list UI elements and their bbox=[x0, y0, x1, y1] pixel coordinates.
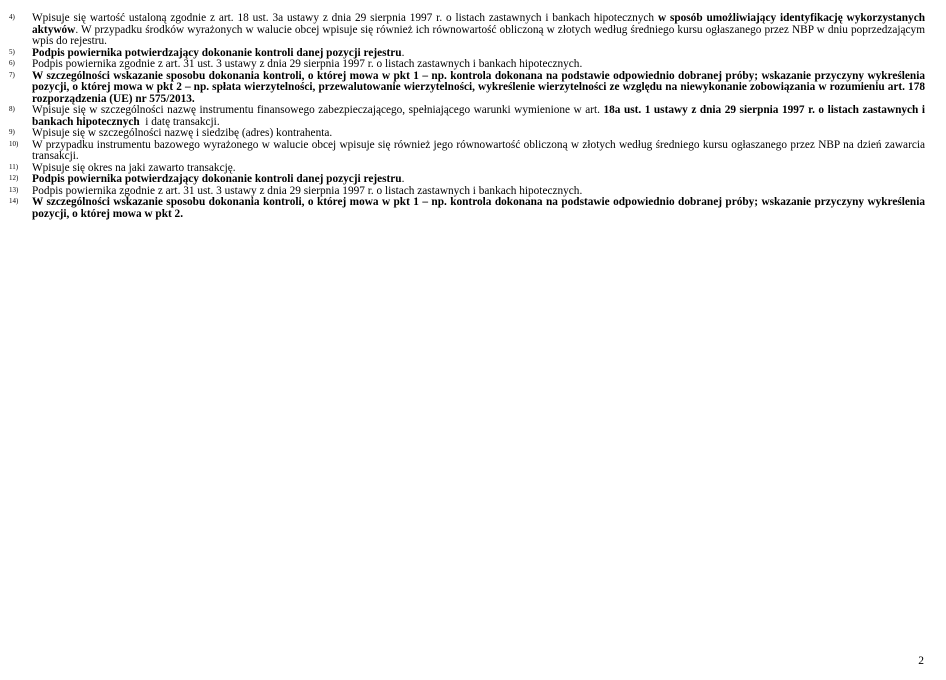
footnote-text-bold-segment: w sposób umożliwiający identyfikację wykorzystanych aktywów bbox=[32, 12, 926, 36]
footnote-number: 11) bbox=[9, 162, 19, 171]
footnote-text bbox=[32, 71, 925, 106]
footnote-text-bold-segment: W szczególności wskazanie sposobu dokonania kontroli, o której mowa w pkt 1 – np. kontrola dokonana na podstawie odpowiednio dobranej próby; wskazanie przyczyny wykreślenia pozycji, o której mowa w pkt 2 – np. spłata wierzytelności, przewalutowanie wierzytelności, wykreślenie wierzytelności ze względu na niewykonanie zobowiązania w rozumieniu art. 178 rozporządzenia (UE) nr 575/2013. bbox=[32, 69, 925, 105]
footnote-number: 7) bbox=[9, 70, 15, 79]
footnote-10 bbox=[9, 140, 925, 163]
footnote-text-segment: Podpis powiernika zgodnie z art. 31 ust. 3 ustawy z dnia 29 sierpnia 1997 r. o listach zastawnych i bankach hipotecznych. bbox=[32, 184, 583, 197]
footnote-number: 14) bbox=[9, 197, 19, 205]
footnote-14 bbox=[9, 197, 925, 220]
footnote-text-bold-segment: W szczególności wskazanie sposobu dokonania kontroli, o której mowa w pkt 1 – np. kontrola dokonana na podstawie odpowiednio dobranej próby; wskazanie przyczyny wykreślenia pozycji, o której mowa w pkt 2. bbox=[32, 196, 925, 220]
footnote-text-segment: W przypadku instrumentu bazowego wyrażonego w walucie obcej wpisuje się również jego równowartość obliczoną w złotych według średniego kursu ogłaszanego przez NBP na dzień zawarcia transakcji. bbox=[32, 138, 925, 162]
footnote-7 bbox=[9, 71, 925, 106]
footnote-text-segment: Podpis powiernika zgodnie z art. 31 ust. 3 ustawy z dnia 29 sierpnia 1997 r. o listach zastawnych i bankach hipotecznych. bbox=[32, 58, 583, 70]
footnote-text-segment: Wpisuje się w szczególności nazwę instrumentu finansowego zabezpieczającego, spełniającego warunki wymienione w art. bbox=[32, 104, 604, 116]
footnote-text-segment: . bbox=[401, 173, 405, 185]
footnote-number: 13) bbox=[9, 185, 19, 194]
footnote-text-segment: . W przypadku środków wyrażonych w walucie obcej wpisuje się również ich równowartość obliczoną w złotych według średniego kursu ogłaszanego przez NBP w dniu poprzedzającym wpis do rejestru. bbox=[32, 23, 925, 47]
footnote-text-segment: Wpisuje się w szczególności nazwę i siedzibę (adres) kontrahenta. bbox=[32, 127, 333, 139]
footnote-text-segment: Wpisuje się okres na jaki zawarto transakcję. bbox=[32, 161, 236, 174]
footnote-text-bold-segment: Podpis powiernika potwierdzający dokonanie kontroli danej pozycji rejestru bbox=[32, 46, 402, 59]
footnote-text bbox=[32, 140, 925, 163]
footnote-number: 12) bbox=[9, 174, 19, 182]
footnotes-list bbox=[9, 13, 925, 220]
footnote-8 bbox=[9, 105, 925, 128]
footnote-number: 6) bbox=[9, 59, 15, 67]
footnote-number: 10) bbox=[9, 139, 19, 148]
page-number: 2 bbox=[918, 655, 924, 667]
footnote-text-bold-segment: 18a ust. 1 ustawy z dnia 29 sierpnia 1997 r. o listach zastawnych i bankach hipotecznych bbox=[32, 104, 925, 128]
footnote-text bbox=[32, 105, 925, 128]
footnote-text-segment: i datę transakcji. bbox=[139, 115, 220, 128]
footnote-number: 8) bbox=[9, 105, 15, 113]
footnote-4 bbox=[9, 13, 925, 48]
footnote-number: 5) bbox=[9, 47, 15, 56]
footnote-number: 4) bbox=[9, 13, 15, 21]
footnote-text bbox=[32, 13, 925, 48]
footnote-text-bold-segment: Podpis powiernika potwierdzający dokonanie kontroli danej pozycji rejestru bbox=[32, 173, 402, 185]
footnote-text-segment: Wpisuje się wartość ustaloną zgodnie z art. 18 ust. 3a ustawy z dnia 29 sierpnia 1997 r. o listach zastawnych i bankach hipotecznych bbox=[32, 12, 658, 24]
footnote-text bbox=[32, 197, 925, 220]
footnote-text-segment: . bbox=[401, 46, 405, 59]
footnote-number: 9) bbox=[9, 128, 15, 136]
